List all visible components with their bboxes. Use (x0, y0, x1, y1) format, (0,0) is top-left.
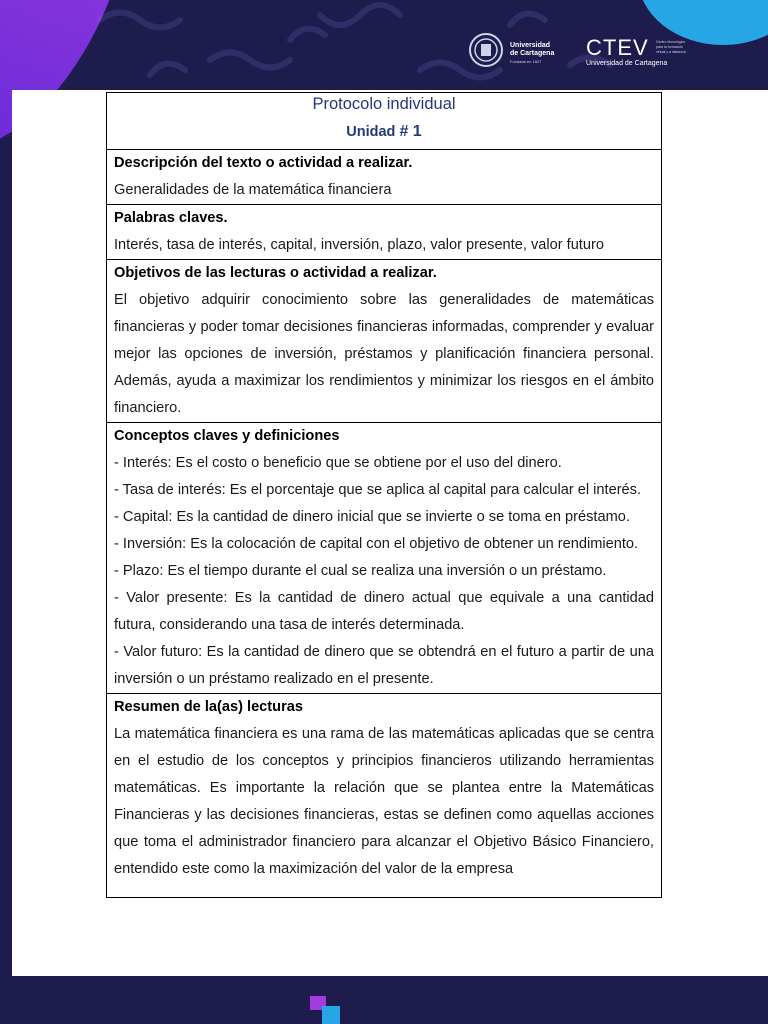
concept-item: - Valor presente: Es la cantidad de dinero actual que equivale a una cantidad futura, considerando una tasa de interés determinada. (114, 590, 654, 633)
unit-label: Unidad (346, 124, 396, 140)
concept-item: - Capital: Es la cantidad de dinero inicial que se invierte o se toma en préstamo. (114, 509, 630, 525)
title-cell (107, 93, 661, 149)
objectives-heading: Objetivos de las lecturas o actividad a realizar. (114, 265, 437, 281)
ctev-side-note-line1: Centro tecnológico (656, 40, 686, 44)
ctev-side-note-line2: para la formación (656, 45, 684, 49)
university-name-line2: de Cartagena (510, 50, 555, 57)
keywords-section (107, 204, 661, 259)
summary-body-clip (114, 721, 654, 897)
university-tagline: Fundada en 1827 (510, 59, 542, 64)
header-logos (468, 30, 708, 70)
objectives-section (107, 259, 661, 422)
concepts-heading: Conceptos claves y definiciones (114, 428, 340, 444)
keywords-heading: Palabras claves. (114, 210, 228, 226)
decorative-cyan-square (322, 1006, 340, 1024)
description-section (107, 149, 661, 204)
objectives-body: El objetivo adquirir conocimiento sobre las generalidades de matemáticas financieras y poder tomar decisiones financieras informadas, comprender y evaluar mejor las opciones de inversión, préstamos y planificación financiera personal. Además, ayuda a maximizar los rendimientos y minimizar los riesgos en el ámbito financiero. (114, 292, 654, 416)
ctev-logo-text: CTEV (586, 35, 649, 60)
unit-heading (107, 115, 661, 149)
concept-item: - Inversión: Es la colocación de capital con el objetivo de obtener un rendimiento. (114, 536, 639, 552)
ctev-side-note-line3: virtual y a distancia (656, 50, 686, 54)
concepts-section (107, 422, 661, 693)
concept-item: - Interés: Es el costo o beneficio que se obtiene por el uso del dinero. (114, 455, 562, 471)
protocol-table (106, 92, 662, 898)
footer-stripe (0, 1002, 768, 1024)
description-heading: Descripción del texto o actividad a realizar. (114, 155, 413, 171)
document-page (12, 90, 768, 976)
summary-heading: Resumen de la(as) lecturas (114, 699, 303, 715)
university-logo (468, 30, 708, 70)
unit-number: # 1 (399, 123, 422, 140)
description-body: Generalidades de la matemática financiera (114, 182, 392, 198)
ctev-subtitle: Universidad de Cartagena (586, 60, 668, 67)
keywords-body: Interés, tasa de interés, capital, inversión, plazo, valor presente, valor futuro (114, 237, 604, 253)
summary-section (107, 693, 661, 897)
university-name-line1: Universidad (510, 42, 551, 49)
concept-item: - Valor futuro: Es la cantidad de dinero que se obtendrá en el futuro a partir de una inversión o un préstamo realizado en el presente. (114, 644, 654, 687)
protocol-title: Protocolo individual (312, 95, 456, 113)
summary-body: La matemática financiera es una rama de las matemáticas aplicadas que se centra en el estudio de los conceptos y principios financieros utilizando herramientas matemáticas. Es importante la relación que se plantea entre la Matemáticas Financieras y las decisiones financieras, estas se definen como aquellas acciones que toma el administrador financiero para alcanzar el Objetivo Básico Financiero, entendido este como la maximización del valor de la empresa (114, 726, 654, 877)
concept-item: - Plazo: Es el tiempo durante el cual se realiza una inversión o un préstamo. (114, 563, 607, 579)
concept-item: - Tasa de interés: Es el porcentaje que se aplica al capital para calcular el interés. (114, 482, 642, 498)
